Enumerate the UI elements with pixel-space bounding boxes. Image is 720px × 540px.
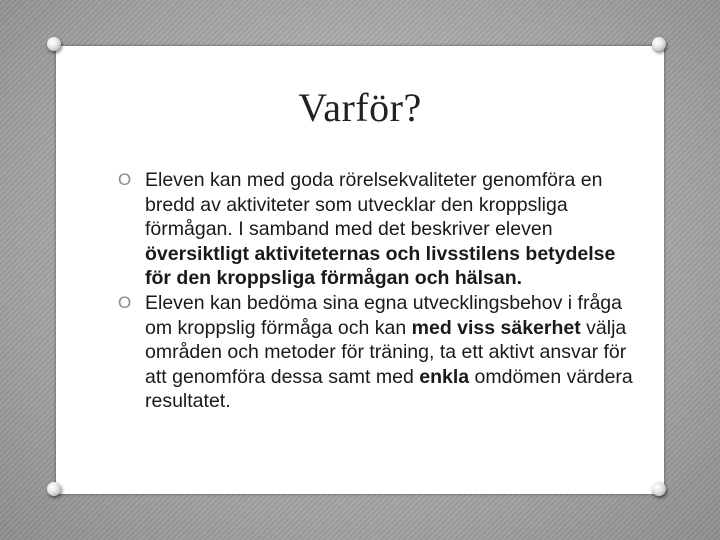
bullet-text-bold: med viss säkerhet <box>411 316 581 339</box>
bullet-text: Eleven kan bedöma sina egna utvecklingsbehov i fråga om kroppslig förmåga och kan <box>145 291 622 339</box>
slide-title: Varför? <box>298 85 422 130</box>
bullet-list <box>118 168 638 414</box>
bullet-text-bold: enkla <box>419 365 470 388</box>
pushpin-icon <box>652 37 666 51</box>
bullet-item <box>118 291 638 414</box>
bullet-text: omdömen värdera resultatet. <box>145 365 633 413</box>
pushpin-icon <box>652 482 666 496</box>
pushpin-icon <box>47 482 61 496</box>
bullet-text: Eleven kan med goda rörelsekvaliteter genomföra en bredd av aktiviteter som utvecklar den kroppsliga förmågan. I samband med det beskriver eleven <box>145 169 603 241</box>
bullet-item <box>118 168 638 291</box>
bullet-marker-icon: O <box>118 292 132 312</box>
bullet-text: välja områden och metoder för träning, ta ett aktivt ansvar för att genomföra dessa samt med <box>145 316 627 388</box>
bullet-text-bold: översiktligt aktiviteternas och livsstilens betydelse för den kroppsliga förmågan och hälsan. <box>145 242 616 290</box>
pushpin-icon <box>47 37 61 51</box>
bullet-marker-icon: O <box>118 170 132 189</box>
